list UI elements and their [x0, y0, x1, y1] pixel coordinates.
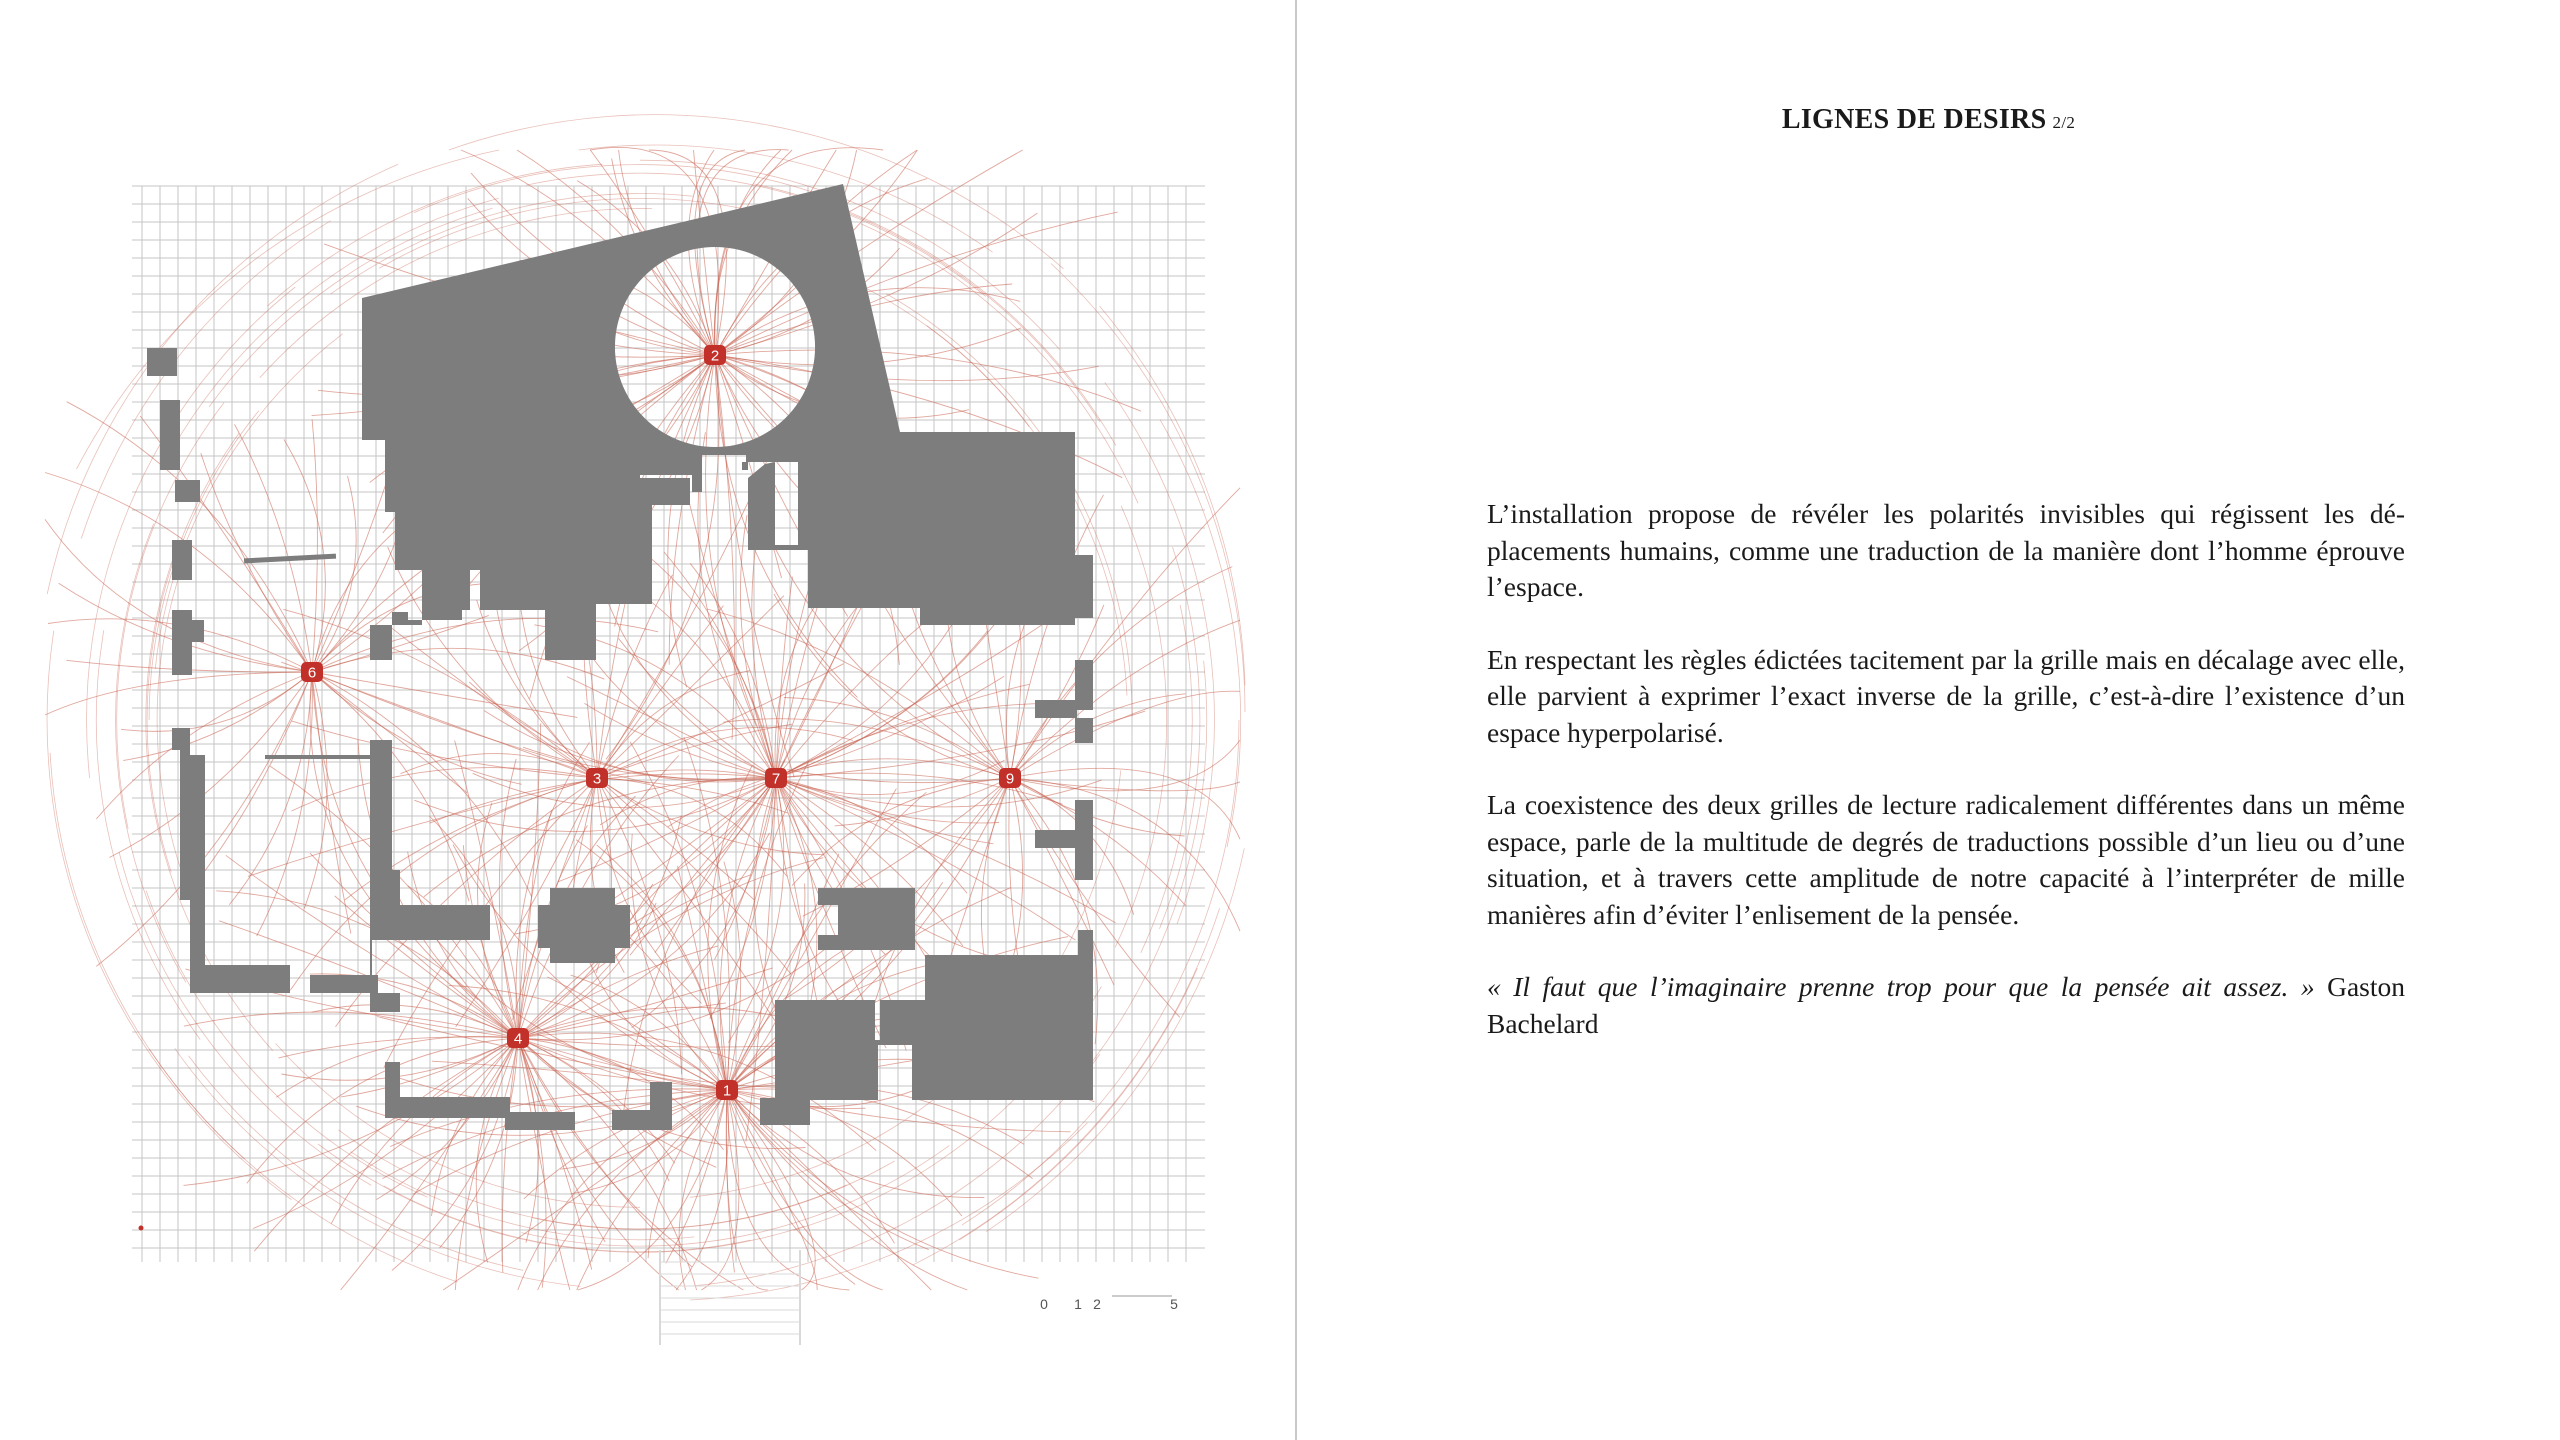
desire-line	[715, 778, 776, 960]
desire-line	[47, 164, 398, 594]
desire-line	[392, 1038, 518, 1271]
desire-line	[597, 575, 673, 778]
desire-line	[189, 672, 312, 891]
desire-line	[47, 631, 291, 1200]
desire-line	[597, 727, 853, 778]
desire-line	[384, 1186, 751, 1252]
desire-line	[1105, 382, 1215, 924]
quote-text: « Il faut que l’imaginaire prenne trop pour que la pensée ait assez. »	[1487, 971, 2315, 1002]
desire-line	[312, 476, 356, 672]
wall-fragment	[160, 400, 180, 470]
wall-fragment	[175, 480, 200, 502]
wall-fragment	[192, 620, 204, 642]
desire-line	[449, 986, 727, 1091]
marker-label: 4	[513, 1030, 523, 1048]
desire-line	[835, 778, 1010, 826]
wall-fragment	[147, 348, 177, 376]
desire-line	[715, 355, 794, 777]
desire-line	[1141, 605, 1192, 953]
desire-line	[119, 852, 371, 1186]
wall-center-pillar	[538, 888, 630, 963]
marker-3	[586, 768, 608, 788]
wall-fragment	[1075, 800, 1093, 880]
scale-label: 5	[1170, 1296, 1178, 1312]
paragraph-3: La coexistence des deux grilles de lecture radicalement différentes dans un même espace, parle de la multitude de degrés de traductions possible d’un lieu ou d’une situation, et à travers cette amplitude de notre capacité à l’interpréter de mille manières afin d’éviter l’enlisement de la pensée.	[1487, 789, 2405, 930]
wall-east-inner	[818, 888, 915, 950]
wall-west-lower-b	[310, 975, 378, 993]
wall-east-block	[760, 930, 1093, 1125]
wall-fragment	[172, 540, 192, 580]
desire-line	[1010, 778, 1240, 931]
wall-north-block	[362, 184, 1093, 660]
desire-line	[1051, 264, 1245, 713]
desire-line	[184, 1012, 518, 1038]
marker-2	[704, 345, 726, 365]
desire-line	[123, 672, 312, 761]
right-page	[1297, 0, 2560, 1440]
scale-label: 1	[1074, 1296, 1082, 1312]
marker-label: 9	[1005, 770, 1015, 788]
title-text: LIGNES DE DESIRS	[1781, 104, 2047, 135]
page-indicator: 2/2	[2052, 113, 2076, 132]
origin-dot	[139, 1226, 144, 1231]
desire-line	[116, 524, 186, 983]
marker-7	[765, 768, 787, 788]
desire-line	[469, 682, 776, 782]
wall-fragment	[1075, 660, 1093, 710]
desire-line	[455, 1038, 518, 1290]
wall-south-west	[385, 1062, 575, 1130]
wall-fragment	[1035, 700, 1077, 718]
desire-line	[776, 586, 809, 778]
desire-line	[1115, 506, 1167, 948]
page-title	[1297, 104, 2560, 136]
desire-line	[597, 664, 844, 778]
paragraph-1: L’installation propose de révéler les polarités invisibles qui régissent les déplacements humains, comme une traduction de la manière dont l’homme éprouve l’espace.	[1487, 498, 2405, 602]
paragraph-2: En respectant les règles édictées tacitement par la grille mais en décalage avec elle, elle parvient à exprimer l’exact inverse de la grille, c’est-à-dire l’existence d’un espace hyperpolarisé.	[1487, 643, 2405, 748]
desire-line	[109, 672, 312, 858]
desire-line	[1100, 306, 1245, 685]
desire-line	[248, 778, 597, 876]
desire-line	[776, 704, 1051, 778]
marker-1	[716, 1080, 738, 1100]
desire-line	[235, 424, 313, 672]
marker-9	[999, 768, 1021, 788]
marker-4	[507, 1028, 529, 1048]
scale-label: 2	[1093, 1296, 1101, 1312]
quote-paragraph	[1487, 969, 2405, 1042]
marker-6	[301, 662, 323, 682]
marker-label: 6	[307, 664, 317, 682]
marker-label: 1	[722, 1082, 732, 1100]
marker-label: 3	[592, 770, 602, 788]
desire-line	[679, 1090, 727, 1290]
wall-fragment	[1035, 830, 1077, 848]
wall-fragment	[172, 610, 192, 675]
building-walls	[147, 184, 1093, 1130]
wall-fragment	[1075, 718, 1093, 743]
thin-wall	[265, 755, 373, 759]
desire-line	[522, 1146, 950, 1247]
desire-line	[1160, 420, 1241, 848]
desire-line	[50, 753, 245, 1159]
desire-line	[312, 672, 351, 934]
desire-line	[690, 563, 776, 778]
desire-line	[690, 1123, 1087, 1300]
body-text	[1487, 496, 2405, 1078]
marker-label: 7	[771, 770, 781, 788]
scale-bar	[1040, 1296, 1178, 1312]
quote-author: Gaston Bachelard	[1487, 971, 2405, 1039]
desire-line	[787, 770, 1010, 783]
desire-line	[1010, 768, 1240, 839]
scale-label: 0	[1040, 1296, 1048, 1312]
marker-label: 2	[710, 347, 720, 365]
